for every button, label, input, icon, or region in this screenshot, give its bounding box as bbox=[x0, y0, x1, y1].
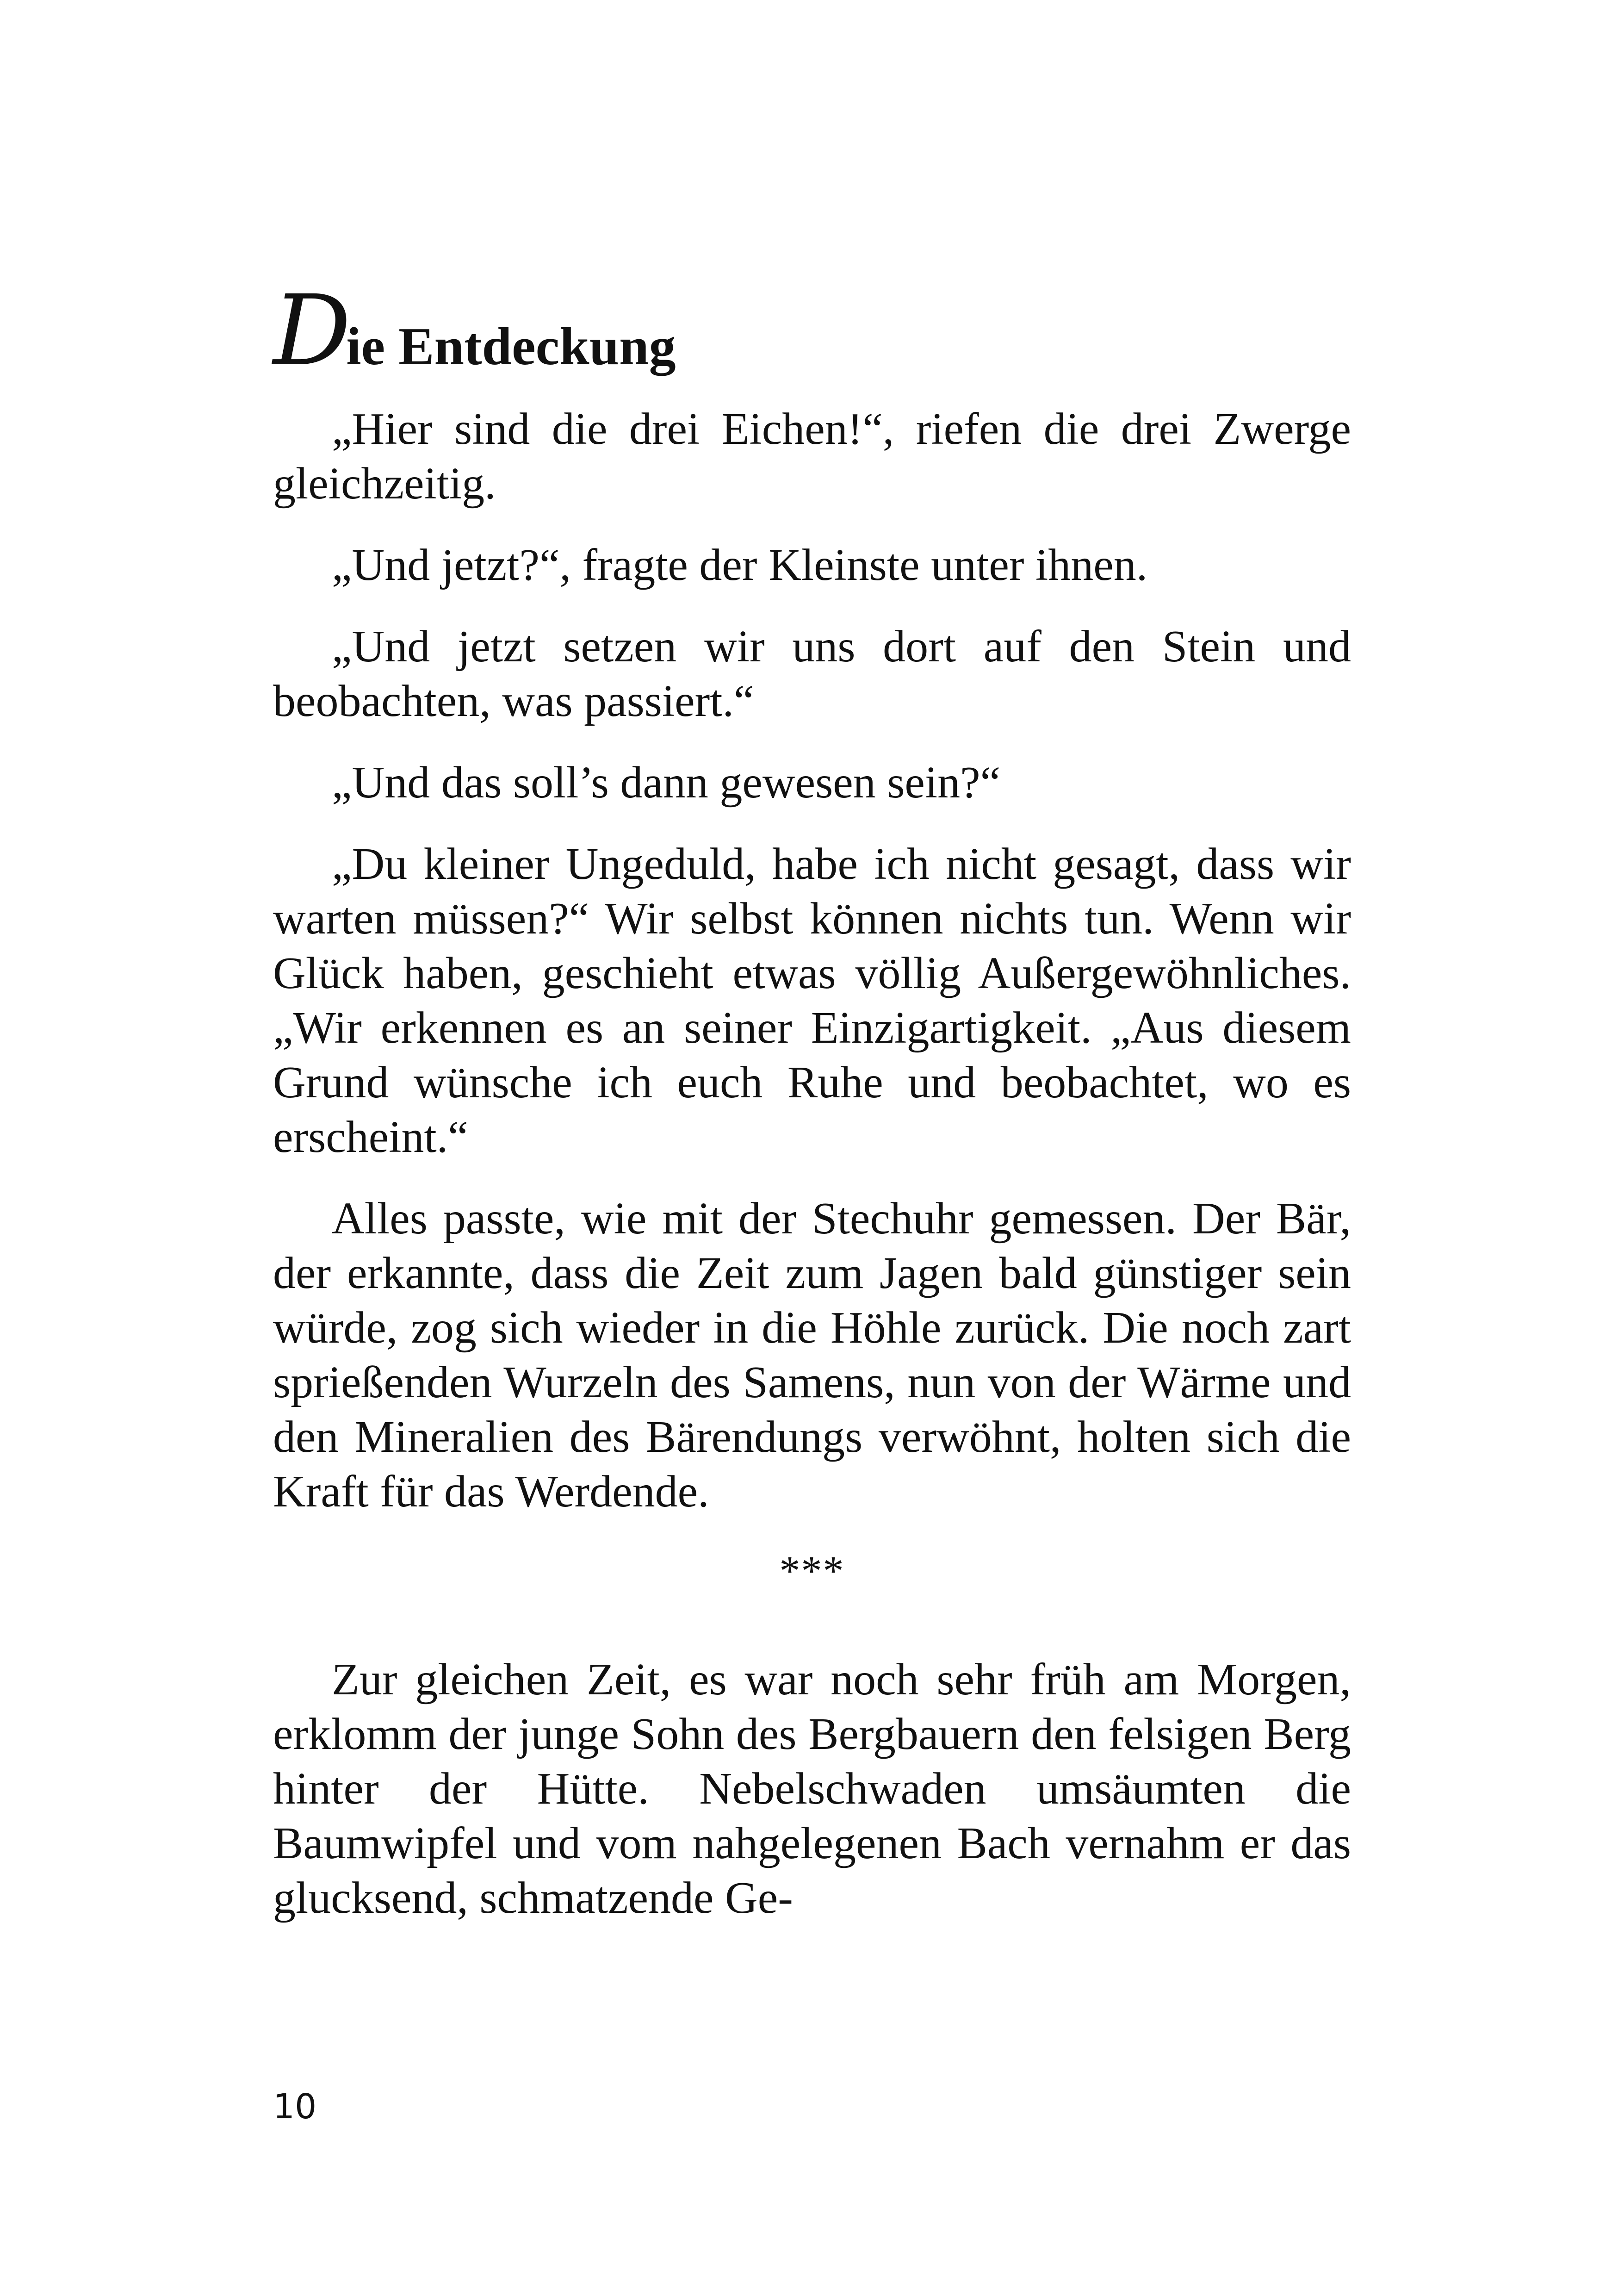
paragraph: „Und jetzt?“, fragte der Kleinste unter ihnen. bbox=[332, 540, 1148, 590]
paragraph: „Hier sind die drei Eichen!“, riefen die drei Zwerge gleichzeitig. bbox=[273, 404, 1351, 509]
chapter-initial: D bbox=[273, 274, 347, 387]
chapter-body bbox=[273, 402, 1351, 1952]
paragraph: Alles passte, wie mit der Stechuhr gemessen. Der Bär, der erkannte, dass die Zeit zum Jagen bald günstiger sein würde, zog sich wieder in die Höhle zurück. Die noch zart sprießenden Wurzeln des Samens, nun von der Wärme und den Mineralien des Bärendungs verwöhnt, holten sich die Kraft für das Werdende. bbox=[273, 1194, 1351, 1517]
paragraph: „Und jetzt setzen wir uns dort auf den Stein und beobachten, was passiert.“ bbox=[273, 622, 1351, 726]
paragraph: „Und das soll’s dann gewesen sein?“ bbox=[332, 758, 1001, 808]
chapter-heading bbox=[273, 274, 1351, 398]
chapter-title-rest: ie Entdeckung bbox=[346, 317, 676, 376]
paragraph: „Du kleiner Ungeduld, habe ich nicht gesagt, dass wir warten müssen?“ Wir selbst können nichts tun. Wenn wir Glück haben, geschieht etwas völlig Außergewöhnliches. „Wir erkennen es an seiner Einzigartigkeit. „Aus diesem Grund wünsche ich euch Ruhe und beobachtet, wo es erscheint.“ bbox=[273, 839, 1351, 1162]
page-number: 10 bbox=[273, 2087, 317, 2127]
paragraph: Zur gleichen Zeit, es war noch sehr früh am Morgen, erklomm der junge Sohn des Bergbauern den felsigen Berg hinter der Hütte. Nebelschwaden umsäumten die Baumwipfel und vom nahgelegenen Bach vernahm er das glucksend, schmatzende Ge- bbox=[273, 1655, 1351, 1923]
section-separator: *** bbox=[779, 1548, 845, 1594]
